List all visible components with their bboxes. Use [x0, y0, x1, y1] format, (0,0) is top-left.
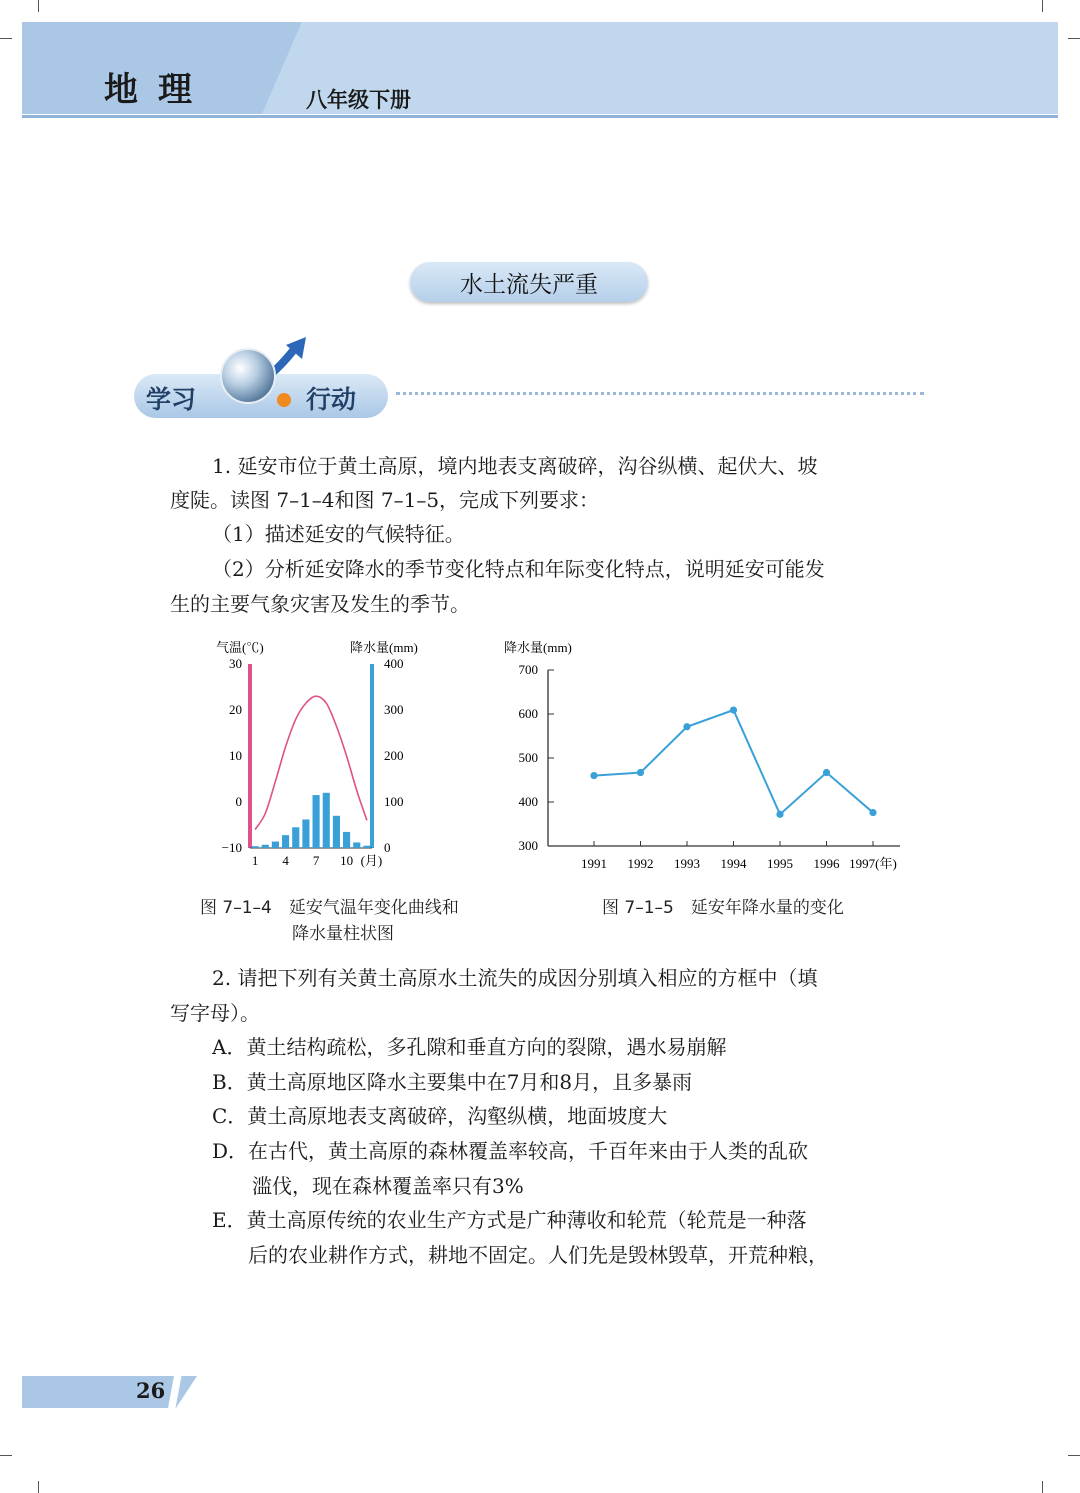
option-b: B．黄土高原地区降水主要集中在7月和8月，且多暴雨	[212, 1070, 693, 1094]
option-c: C．黄土高原地表支离破碎，沟壑纵横，地面坡度大	[212, 1104, 668, 1128]
temp-tick-label: 20	[229, 702, 242, 717]
temp-tick-label: 10	[229, 748, 242, 763]
option-e-line1: E．黄土高原传统的农业生产方式是广种薄收和轮荒（轮荒是一种落	[212, 1208, 807, 1232]
precip-axis-label: 降水量(mm)	[350, 640, 418, 655]
crop-mark	[38, 1481, 39, 1493]
data-point	[590, 772, 597, 779]
header-rule	[22, 115, 1058, 118]
crop-mark	[38, 0, 39, 12]
precip-bar	[282, 835, 289, 848]
figure-7-1-4-caption-line2: 降水量柱状图	[292, 924, 394, 944]
data-point	[637, 769, 644, 776]
x-tick-label: 1991	[581, 856, 607, 871]
data-point	[869, 809, 876, 816]
precip-bar	[363, 846, 370, 848]
banner-label-right: 行动	[306, 385, 357, 414]
precip-bar	[343, 832, 350, 848]
precip-bar	[262, 845, 269, 848]
x-tick-label: 1994	[720, 856, 747, 871]
question1-sub2-line1: （2）分析延安降水的季节变化特点和年际变化特点，说明延安可能发	[212, 557, 825, 581]
month-tick-label: 7	[312, 853, 320, 868]
question1-line2: 度陡。读图 7–1–4和图 7–1–5，完成下列要求：	[170, 488, 600, 512]
precip-bar	[313, 795, 320, 848]
precip-bar	[252, 846, 259, 848]
temp-tick-label: −10	[221, 840, 242, 855]
y-axis-label: 降水量(mm)	[504, 640, 572, 655]
precip-tick-label: 0	[384, 840, 391, 855]
data-point	[683, 723, 690, 730]
crop-mark	[0, 1455, 12, 1456]
section-title: 水土流失严重	[410, 262, 648, 302]
x-tick-label: 1992	[627, 856, 654, 871]
x-tick-label: 1996	[813, 856, 840, 871]
y-tick-label: 400	[518, 794, 538, 809]
banner-label-left: 学习	[146, 385, 197, 414]
page-number: 26	[136, 1378, 166, 1403]
option-a: A．黄土结构疏松，多孔隙和垂直方向的裂隙，遇水易崩解	[212, 1035, 727, 1059]
temp-axis-label: 气温(℃)	[216, 640, 264, 655]
data-point	[730, 706, 737, 713]
option-d-line1: D．在古代，黄土高原的森林覆盖率较高，千百年来由于人类的乱砍	[212, 1139, 809, 1163]
crop-mark	[1068, 38, 1080, 39]
y-tick-label: 500	[518, 750, 538, 765]
x-tick-label: 1997(年)	[849, 856, 897, 871]
precip-bar	[272, 842, 279, 848]
precip-bar	[292, 827, 299, 848]
precip-bar	[353, 842, 360, 848]
climate-chart	[200, 636, 418, 876]
subject-title: 地理	[104, 70, 212, 110]
month-tick-label: 1	[251, 853, 259, 868]
option-d-line2: 滥伐，现在森林覆盖率只有3%	[252, 1174, 524, 1198]
x-tick-label: 1995	[767, 856, 793, 871]
annual-precipitation-chart	[490, 636, 920, 881]
month-unit-label: (月)	[360, 853, 383, 868]
precip-bar	[323, 793, 330, 848]
precip-tick-label: 400	[384, 656, 404, 671]
question2-line2: 写字母）。	[170, 1001, 260, 1025]
question1-sub2-line2: 生的主要气象灾害及发生的季节。	[170, 592, 470, 616]
question1-sub1: （1）描述延安的气候特征。	[212, 522, 465, 546]
crop-mark	[1042, 0, 1043, 12]
figure-7-1-5-caption: 图 7–1–5 延安年降水量的变化	[602, 898, 844, 918]
precipitation-line	[594, 710, 873, 814]
orange-dot-icon	[276, 392, 292, 408]
precip-bar	[302, 819, 309, 848]
crop-mark	[0, 38, 12, 39]
dotted-rule	[396, 392, 924, 395]
month-tick-label: 10	[340, 853, 354, 868]
precip-tick-label: 300	[384, 702, 404, 717]
crop-mark	[1042, 1481, 1043, 1493]
temp-tick-label: 30	[229, 656, 242, 671]
y-tick-label: 600	[518, 706, 538, 721]
precip-tick-label: 200	[384, 748, 404, 763]
precip-tick-label: 100	[384, 794, 404, 809]
month-tick-label: 4	[282, 853, 289, 868]
y-tick-label: 300	[518, 838, 538, 853]
x-tick-label: 1993	[674, 856, 700, 871]
precip-bar	[333, 816, 340, 848]
temp-tick-label: 0	[235, 794, 242, 809]
question1-line1: 1. 延安市位于黄土高原，境内地表支离破碎，沟谷纵横、起伏大、坡	[212, 454, 818, 478]
temperature-curve	[255, 696, 367, 829]
data-point	[823, 769, 830, 776]
y-tick-label: 700	[518, 662, 538, 677]
figure-7-1-4-caption-line1: 图 7–1–4 延安气温年变化曲线和	[200, 898, 459, 918]
grade-label: 八年级下册	[306, 88, 411, 112]
option-e-line2: 后的农业耕作方式，耕地不固定。人们先是毁林毁草，开荒种粮，	[248, 1243, 828, 1267]
data-point	[776, 811, 783, 818]
crop-mark	[1068, 1455, 1080, 1456]
globe-icon	[220, 348, 276, 404]
question2-line1: 2. 请把下列有关黄土高原水土流失的成因分别填入相应的方框中（填	[212, 966, 818, 990]
